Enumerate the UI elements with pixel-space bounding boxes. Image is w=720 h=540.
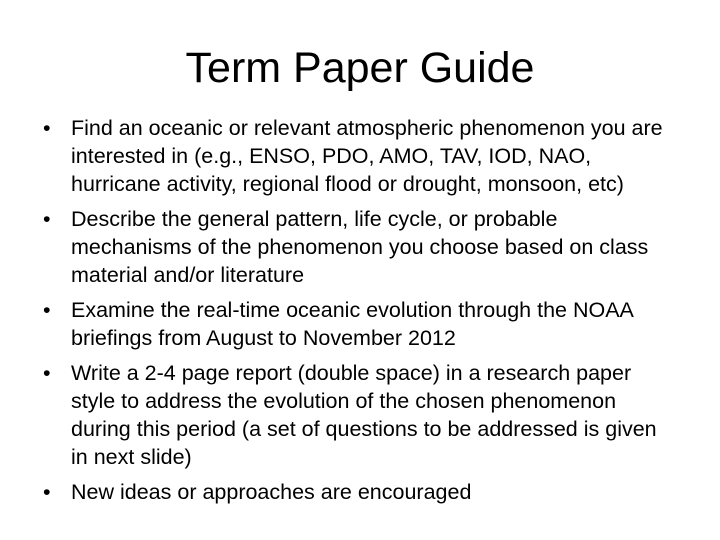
bullet-dot-icon: • <box>43 298 51 322</box>
bullet-text: Describe the general pattern, life cycle, or probable mechanisms of the phenomenon you choose based on class material and/or literature <box>71 207 649 287</box>
bullet-dot-icon: • <box>43 361 51 385</box>
bullet-dot-icon: • <box>43 116 51 140</box>
bullet-item <box>38 478 678 506</box>
bullet-text: Find an oceanic or relevant atmospheric phenomenon you are interested in (e.g., ENSO, PDO, AMO, TAV, IOD, NAO, hurricane activity, regional flood or drought, monsoon, etc) <box>71 116 663 196</box>
bullet-text: New ideas or approaches are encouraged <box>71 480 472 504</box>
bullet-item <box>38 205 678 289</box>
bullet-item <box>38 359 678 471</box>
bullet-list <box>38 114 678 513</box>
bullet-dot-icon: • <box>43 480 51 504</box>
slide-title: Term Paper Guide <box>185 44 535 92</box>
bullet-text: Write a 2-4 page report (double space) in a research paper style to address the evolution of the chosen phenomenon during this period (a set of questions to be addressed is given in next slide) <box>71 361 657 469</box>
bullet-text: Examine the real-time oceanic evolution through the NOAA briefings from August to November 2012 <box>71 298 633 350</box>
bullet-item <box>38 114 678 198</box>
bullet-item <box>38 296 678 352</box>
bullet-dot-icon: • <box>43 207 51 231</box>
